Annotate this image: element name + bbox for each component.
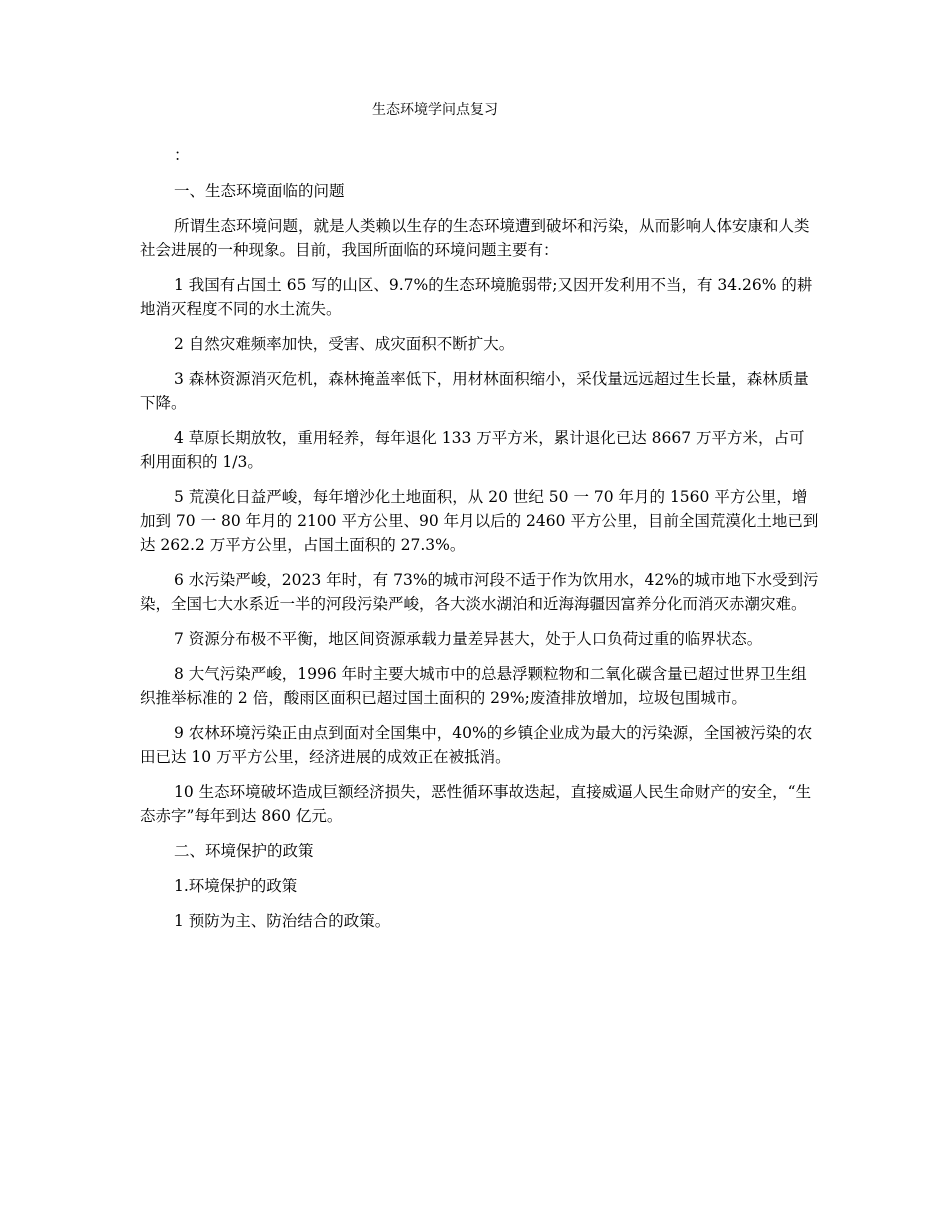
policy-item-1: 1 预防为主、防治结合的政策。: [174, 912, 391, 930]
document-body: [140, 143, 820, 944]
section-heading-policy: 二、环境保护的政策: [174, 842, 314, 860]
list-item-7: 7 资源分布极不平衡，地区间资源承载力量差异甚大，处于人口负荷过重的临界状态。: [174, 630, 763, 648]
list-item-5: 5 荒漠化日益严峻，每年增沙化土地面积，从 20 世纪 50 一 70 年月的 1560 平方公里，增加到 70 一 80 年月的 2100 平方公里、90 年月以后的 2460 平方公里，目前全国荒漠化土地已到达 262.2 万平方公里，占国土面积的 27.3%。: [140, 488, 819, 554]
paragraph-colon: ：: [174, 146, 190, 164]
document-title: 生态环境学问点复习: [372, 102, 498, 118]
section-heading-problems: 一、生态环境面临的问题: [174, 182, 345, 200]
list-item-6: 6 水污染严峻，2023 年时，有 73%的城市河段不适于作为饮用水，42%的城市地下水受到污染，全国七大水系近一半的河段污染严峻，各大淡水湖泊和近海海疆因富养分化而消灭赤潮灾难。: [140, 571, 819, 613]
list-item-8: 8 大气污染严峻，1996 年时主要大城市中的总悬浮颗粒物和二氧化碳含量已超过世界卫生组织推举标准的 2 倍，酸雨区面积已超过国土面积的 29%;废渣排放增加，垃圾包围城市。: [140, 665, 807, 707]
list-item-2: 2 自然灾难频率加快，受害、成灾面积不断扩大。: [174, 335, 515, 353]
list-item-3: 3 森林资源消灭危机，森林掩盖率低下，用材林面积缩小，采伐量远远超过生长量，森林质量下降。: [140, 370, 809, 412]
subsection-heading-policy: 1.环境保护的政策: [174, 877, 298, 895]
paragraph-intro: 所谓生态环境问题，就是人类赖以生存的生态环境遭到破坏和污染，从而影响人体安康和人类社会进展的一种现象。目前，我国所面临的环境问题主要有：: [140, 217, 810, 259]
list-item-10: 10 生态环境破坏造成巨额经济损失，恶性循环事故迭起，直接威逼人民生命财产的安全，“生态赤字”每年到达 860 亿元。: [140, 783, 812, 825]
list-item-4: 4 草原长期放牧，重用轻养，每年退化 133 万平方米，累计退化已达 8667 万平方米，占可利用面积的 1/3。: [140, 429, 805, 471]
list-item-1: 1 我国有占国土 65 写的山区、9.7%的生态环境脆弱带;又因开发利用不当，有 34.26% 的耕地消灭程度不同的水土流失。: [140, 276, 813, 318]
list-item-9: 9 农林环境污染正由点到面对全国集中，40%的乡镇企业成为最大的污染源，全国被污染的农田已达 10 万平方公里，经济进展的成效正在被抵消。: [140, 724, 813, 766]
